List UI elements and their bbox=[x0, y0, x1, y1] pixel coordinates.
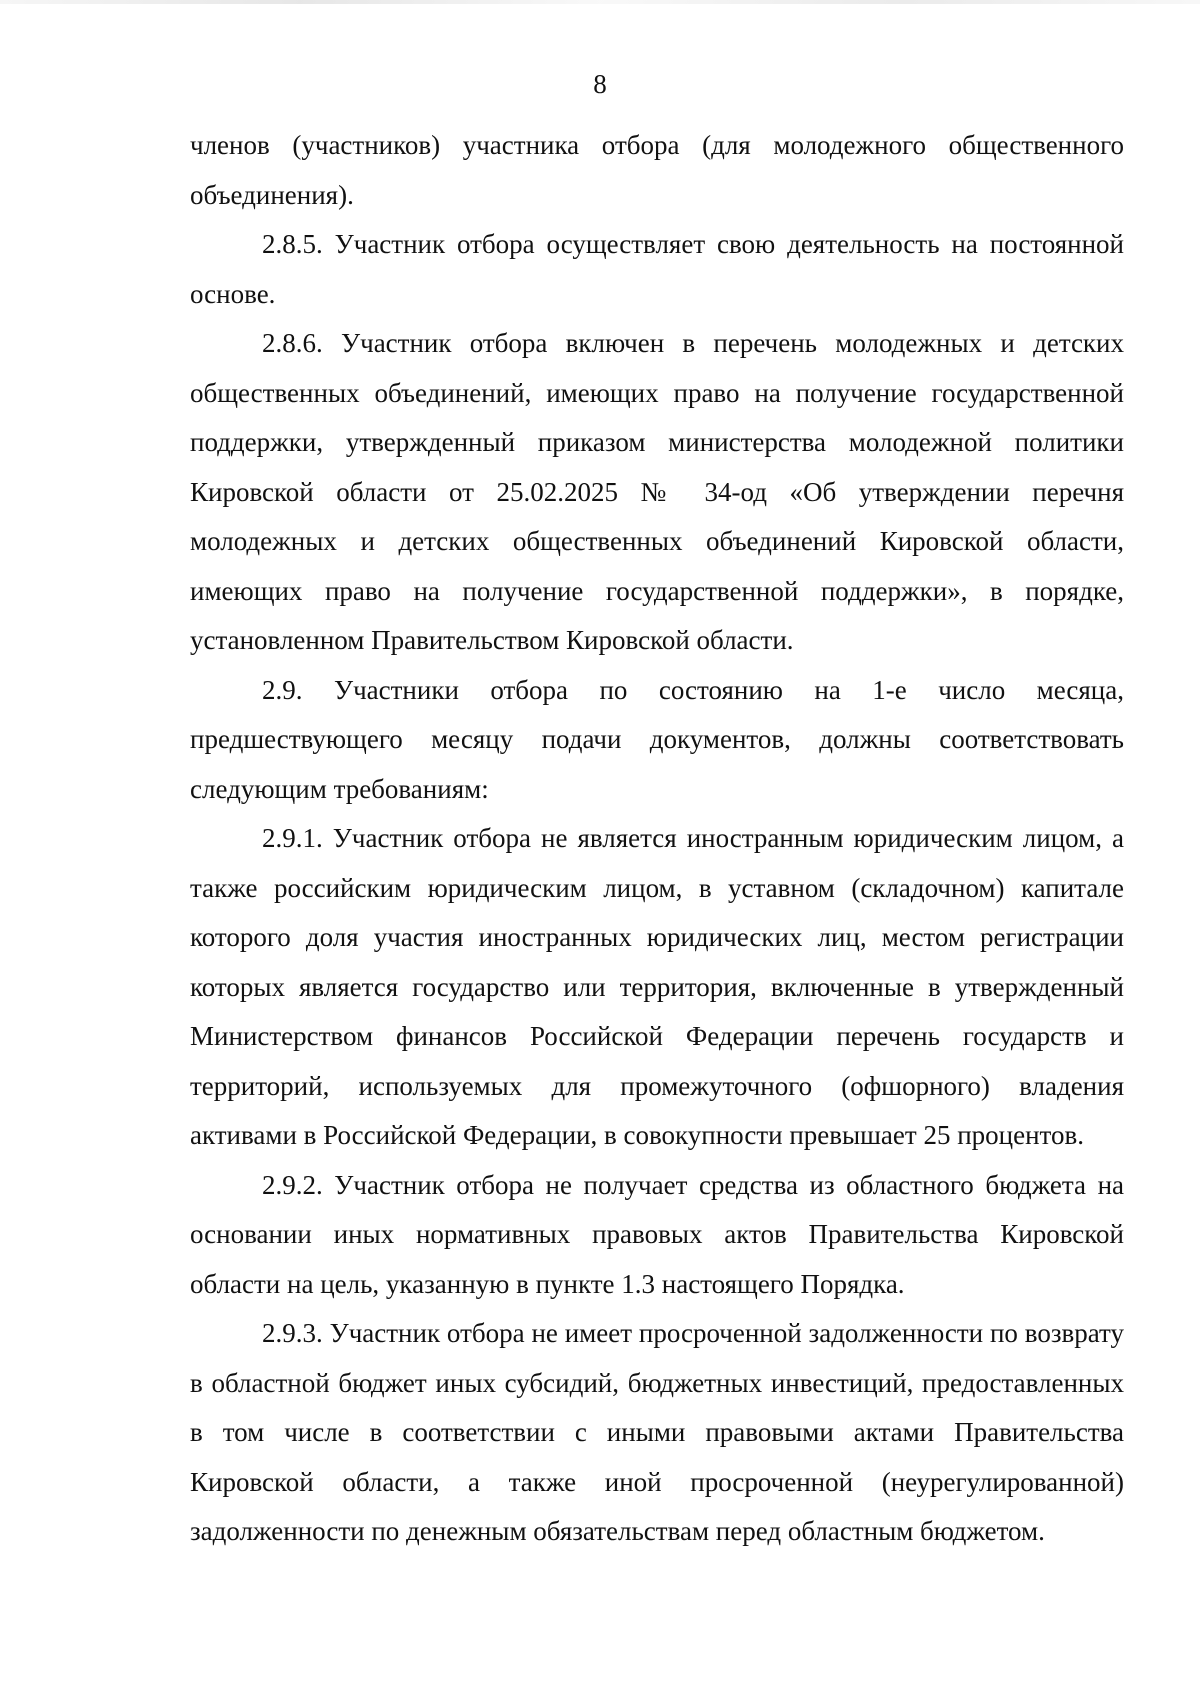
paragraph-2-9: 2.9. Участники отбора по состоянию на 1-е число месяца, предшествующего месяцу подачи документов, должны соответствовать следующим требованиям: bbox=[190, 674, 1124, 804]
paragraph-continuation: членов (участников) участника отбора (для молодежного общественного объединения). bbox=[190, 130, 1124, 210]
paragraph-2-8-5: 2.8.5. Участник отбора осуществляет свою деятельность на постоянной основе. bbox=[190, 229, 1124, 309]
paragraph-2-8-6: 2.8.6. Участник отбора включен в перечень молодежных и детских общественных объединений, имеющих право на получение государственной поддержки, утвержденный приказом министерства молодежной политики Кировской области от 25.02.2025 № 34-од «Об утверждении перечня молодежных и детских общественных объединений Кировской области, имеющих право на получение государственной поддержки», в порядке, установленном Правительством Кировской области. bbox=[190, 328, 1124, 655]
paragraph-2-9-3: 2.9.3. Участник отбора не имеет просроченной задолженности по возврату в областной бюджет иных субсидий, бюджетных инвестиций, предоставленных в том числе в соответствии с иными правовыми актами Правительства Кировской области, а также иной просроченной (неурегулированной) задолженности по денежным обязательствам перед областным бюджетом. bbox=[190, 1318, 1124, 1546]
scan-edge-artifact bbox=[0, 0, 1200, 4]
page-number: 8 bbox=[593, 69, 607, 99]
paragraph-2-9-1: 2.9.1. Участник отбора не является иностранным юридическим лицом, а также российским юридическим лицом, в уставном (складочном) капитале которого доля участия иностранных юридических лиц, местом регистрации которых является государство или территория, включенные в утвержденный Министерством финансов Российской Федерации перечень государств и территорий, используемых для промежуточного (офшорного) владения активами в Российской Федерации, в совокупности превышает 25 процентов. bbox=[190, 823, 1124, 1150]
document-body bbox=[190, 121, 1124, 1557]
paragraph-2-9-2: 2.9.2. Участник отбора не получает средства из областного бюджета на основании иных нормативных правовых актов Правительства Кировской области на цель, указанную в пункте 1.3 настоящего Порядка. bbox=[190, 1169, 1124, 1299]
